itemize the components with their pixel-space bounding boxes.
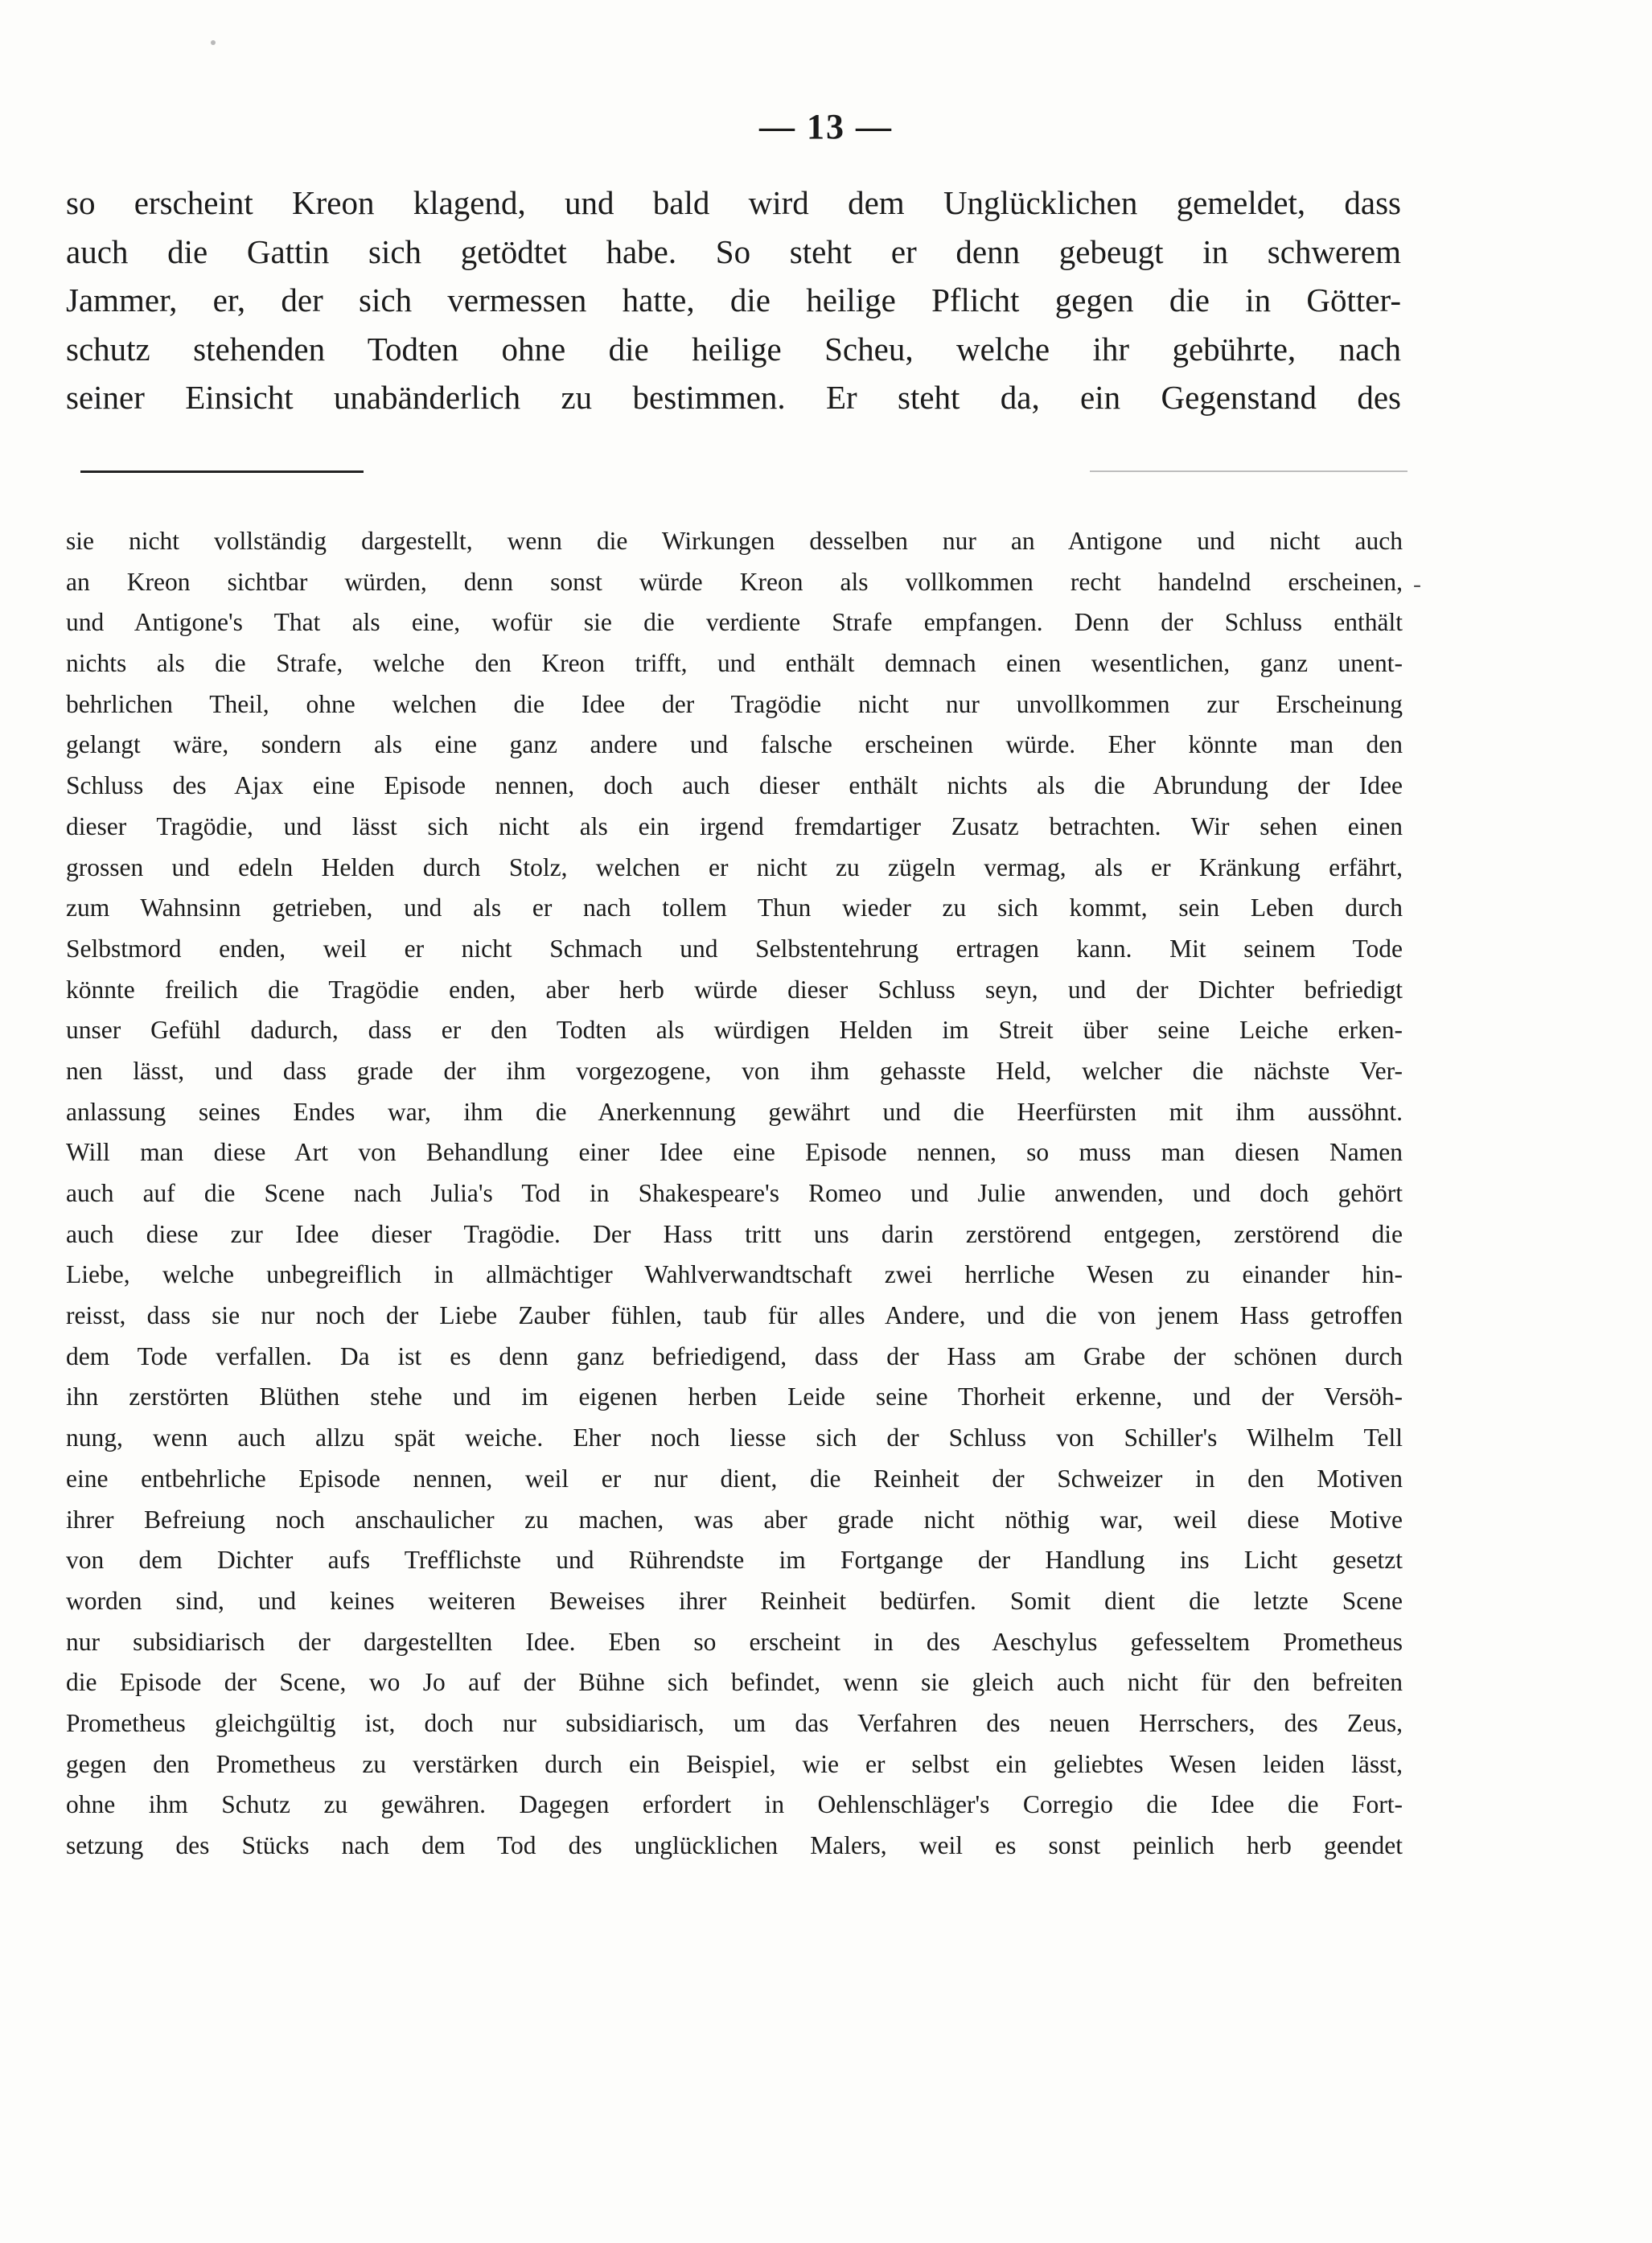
- footnote-line: reisst, dass sie nur noch der Liebe Zauber fühlen, taub für alles Andere, und die von jenem Hass getroffen: [66, 1301, 1403, 1330]
- footnote-line: eine entbehrliche Episode nennen, weil er nur dient, die Reinheit der Schweizer in den Motiven: [66, 1464, 1403, 1493]
- main-text-line: seiner Einsicht unabänderlich zu bestimmen. Er steht da, ein Gegenstand des: [66, 379, 1401, 416]
- footnote-line: Liebe, welche unbegreiflich in allmächtiger Wahlverwandtschaft zwei herrliche Wesen zu einander hin-: [66, 1260, 1403, 1289]
- footnote-line: nur subsidiarisch der dargestellten Idee. Eben so erscheint in des Aeschylus gefesseltem Prometheus: [66, 1627, 1403, 1656]
- footnote-line: ihrer Befreiung noch anschaulicher zu machen, was aber grade nicht nöthig war, weil diese Motive: [66, 1505, 1403, 1534]
- footnote-line: dieser Tragödie, und lässt sich nicht als ein irgend fremdartiger Zusatz betrachten. Wir sehen einen: [66, 811, 1403, 840]
- footnote-line: Prometheus gleichgültig ist, doch nur subsidiarisch, um das Verfahren des neuen Herrschers, des Zeus,: [66, 1708, 1403, 1737]
- main-text-line: so erscheint Kreon klagend, und bald wird dem Unglücklichen gemeldet, dass: [66, 184, 1401, 221]
- footnote-line: gegen den Prometheus zu verstärken durch ein Beispiel, wie er selbst ein geliebtes Wesen leiden lässt,: [66, 1749, 1403, 1778]
- footnote-line: worden sind, und keines weiteren Beweises ihrer Reinheit bedürfen. Somit dient die letzte Scene: [66, 1586, 1403, 1615]
- footnote-line: an Kreon sichtbar würden, denn sonst würde Kreon als vollkommen recht handelnd erscheinen,: [66, 567, 1403, 596]
- footnote-block: [66, 521, 1403, 1867]
- footnote-line: anlassung seines Endes war, ihm die Anerkennung gewährt und die Heerfürsten mit ihm aussöhnt.: [66, 1097, 1403, 1126]
- footnote-line: und Antigone's That als eine, wofür sie die verdiente Strafe empfangen. Denn der Schluss enthält: [66, 608, 1403, 637]
- footnote-separator-rule: [80, 470, 364, 473]
- page-number: — 13 —: [759, 107, 893, 146]
- footnote-line: auch auf die Scene nach Julia's Tod in Shakespeare's Romeo und Julie anwenden, und doch gehört: [66, 1179, 1403, 1207]
- footnote-line: dem Tode verfallen. Da ist es denn ganz befriedigend, dass der Hass am Grabe der schönen durch: [66, 1341, 1403, 1370]
- footnote-line: setzung des Stücks nach dem Tod des unglücklichen Malers, weil es sonst peinlich herb geendet: [66, 1831, 1403, 1859]
- footnote-line: Will man diese Art von Behandlung einer Idee eine Episode nennen, so muss man diesen Namen: [66, 1138, 1403, 1167]
- footnote-line: ohne ihm Schutz zu gewähren. Dagegen erfordert in Oehlenschläger's Corregio die Idee die Fort-: [66, 1790, 1403, 1819]
- footnote-line: ihn zerstörten Blüthen stehe und im eigenen herben Leide seine Thorheit erkenne, und der Versöh-: [66, 1382, 1403, 1411]
- footnote-line: gelangt wäre, sondern als eine ganz andere und falsche erscheinen würde. Eher könnte man den: [66, 730, 1403, 759]
- footnote-line: könnte freilich die Tragödie enden, aber herb würde dieser Schluss seyn, und der Dichter befriedigt: [66, 975, 1403, 1004]
- footnote-line: behrlichen Theil, ohne welchen die Idee der Tragödie nicht nur unvollkommen zur Erscheinung: [66, 689, 1403, 718]
- paper-speck: [211, 40, 216, 45]
- footnote-line: nung, wenn auch allzu spät weiche. Eher noch liesse sich der Schluss von Schiller's Wilhelm Tell: [66, 1423, 1403, 1452]
- footnote-line: auch diese zur Idee dieser Tragödie. Der Hass tritt uns darin zerstörend entgegen, zerstörend die: [66, 1219, 1403, 1248]
- footnote-line: Schluss des Ajax eine Episode nennen, doch auch dieser enthält nichts als die Abrundung der Idee: [66, 771, 1403, 800]
- footnote-line: Selbstmord enden, weil er nicht Schmach und Selbstentehrung ertragen kann. Mit seinem Tode: [66, 934, 1403, 963]
- footnote-line: von dem Dichter aufs Trefflichste und Rührendste im Fortgange der Handlung ins Licht gesetzt: [66, 1546, 1403, 1575]
- main-text-block: [66, 179, 1401, 422]
- footnote-line: unser Gefühl dadurch, dass er den Todten als würdigen Helden im Streit über seine Leiche erken-: [66, 1016, 1403, 1045]
- main-text-line: Jammer, er, der sich vermessen hatte, die heilige Pflicht gegen die in Götter-: [66, 281, 1401, 318]
- margin-mark: -: [1413, 571, 1421, 598]
- footnote-line: nen lässt, und dass grade der ihm vorgezogene, von ihm gehasste Held, welcher die nächste Ver-: [66, 1056, 1403, 1085]
- footnote-line: zum Wahnsinn getrieben, und als er nach tollem Thun wieder zu sich kommt, sein Leben durch: [66, 894, 1403, 922]
- footnote-line: die Episode der Scene, wo Jo auf der Bühne sich befindet, wenn sie gleich auch nicht für den befreiten: [66, 1668, 1403, 1697]
- footnote-line: grossen und edeln Helden durch Stolz, welchen er nicht zu zügeln vermag, als er Kränkung erfährt,: [66, 852, 1403, 881]
- faint-rule: [1090, 470, 1407, 472]
- main-text-line: schutz stehenden Todten ohne die heilige Scheu, welche ihr gebührte, nach: [66, 330, 1401, 368]
- main-text-line: auch die Gattin sich getödtet habe. So steht er denn gebeugt in schwerem: [66, 232, 1401, 270]
- footnote-line: nichts als die Strafe, welche den Kreon trifft, und enthält demnach einen wesentlichen, ganz unent-: [66, 649, 1403, 678]
- footnote-line: sie nicht vollständig dargestellt, wenn die Wirkungen desselben nur an Antigone und nicht auch: [66, 527, 1403, 555]
